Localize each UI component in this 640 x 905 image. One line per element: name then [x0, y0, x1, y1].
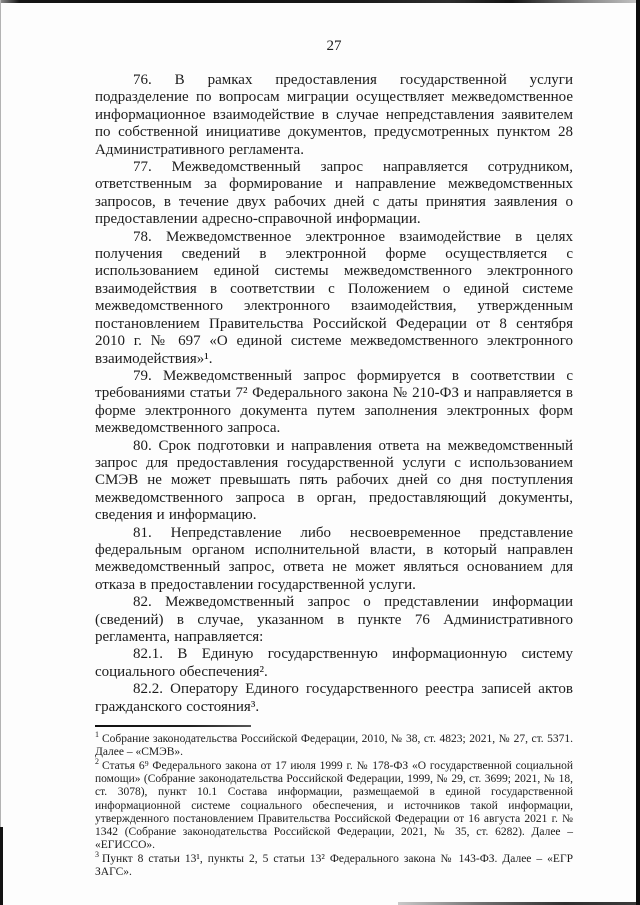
paragraph: 80. Срок подготовки и направления ответа на межведомственный запрос для предоставления государственной услуги с использованием СМЭВ не может превышать пять рабочих дней со дня поступления межведомственного запроса в орган, предоставляющий документы, сведения и информацию.	[95, 437, 573, 524]
footnote-text: Пункт 8 статьи 13¹, пункты 2, 5 статьи 13² Федерального закона № 143-ФЗ. Далее – «ЕГР ЗАГС».	[95, 852, 573, 878]
footnote-marker: 1	[95, 730, 99, 740]
scan-edge-left-dark	[0, 827, 3, 905]
paragraph: 76. В рамках предоставления государственной услуги подразделение по вопросам миграции осуществляет межведомственное информационное взаимодействие в случае непредставления заявителем по собственной инициативе документов, предусмотренных пунктом 28 Административного регламента.	[95, 72, 573, 158]
footnote	[95, 849, 573, 880]
paragraph: 81. Непредставление либо несвоевременное представление федеральным органом исполнительной власти, в который направлен межведомственный запрос, ответа не может являться основанием для отказа в предоставлении государственной услуги.	[95, 524, 573, 593]
paragraph: 78. Межведомственное электронное взаимодействие в целях получения сведений в электронной форме осуществляется с использованием единой системы межведомственного электронного взаимодействия в соответствии с Положением о единой системе межведомственного электронного взаимодействия, утвержденным постановлением Правительства Российской Федерации от 8 сентября 2010 г. № 697 «О единой системе межведомственного электронного взаимодействия»¹.	[95, 228, 573, 367]
footnote-marker: 2	[95, 756, 99, 766]
footnote-text: Собрание законодательства Российской Федерации, 2010, № 38, ст. 4823; 2021, № 27, ст. 5371. Далее – «СМЭВ».	[95, 733, 573, 759]
body-text	[95, 72, 573, 716]
footnotes-section	[95, 725, 573, 879]
paragraph: 79. Межведомственный запрос формируется в соответствии с требованиями статьи 7² Федерального закона № 210-ФЗ и направляется в форме электронного документа путем заполнения электронных форм межведомственного запроса.	[95, 367, 573, 437]
footnote-marker: 3	[95, 849, 99, 859]
footnote	[95, 756, 573, 853]
paragraph: 82.1. В Единую государственную информационную систему социального обеспечения².	[95, 646, 573, 680]
paragraph: 77. Межведомственный запрос направляется сотрудником, ответственным за формирование и направление межведомственных запросов, в течение двух рабочих дней с даты принятия заявления о предоставлении адресно-справочной информации.	[95, 159, 573, 228]
footnote-separator	[95, 725, 251, 727]
paragraph: 82. Межведомственный запрос о представлении информации (сведений) в случае, указанном в пункте 76 Административного регламента, направляется:	[95, 594, 573, 645]
footnote	[95, 730, 573, 760]
page-number: 27	[326, 38, 342, 54]
scan-edge-right	[636, 0, 640, 905]
footnote-text: Статья 6⁹ Федерального закона от 17 июля 1999 г. № 178-ФЗ «О государственной социальной помощи» (Собрание законодательства Российской Федерации, 1999, № 29, ст. 3699; 2021, № 18, ст. 3078), пункт 10.1 Состава информации, размещаемой в единой государственной информационной системе социального обеспечения, и источников такой информации, утвержденного постановлением Правительства Российской Федерации от 16 августа 2021 г. № 1342 (Собрание законодательства Российской Федерации, 2021, № 35, ст. 6282). Далее – «ЕГИССО».	[95, 759, 573, 852]
scan-edge-left	[0, 0, 1, 905]
scan-edge-top	[0, 0, 640, 3]
paragraph: 82.2. Оператору Единого государственного реестра записей актов гражданского состояния³.	[95, 681, 573, 715]
page-content	[95, 38, 573, 879]
